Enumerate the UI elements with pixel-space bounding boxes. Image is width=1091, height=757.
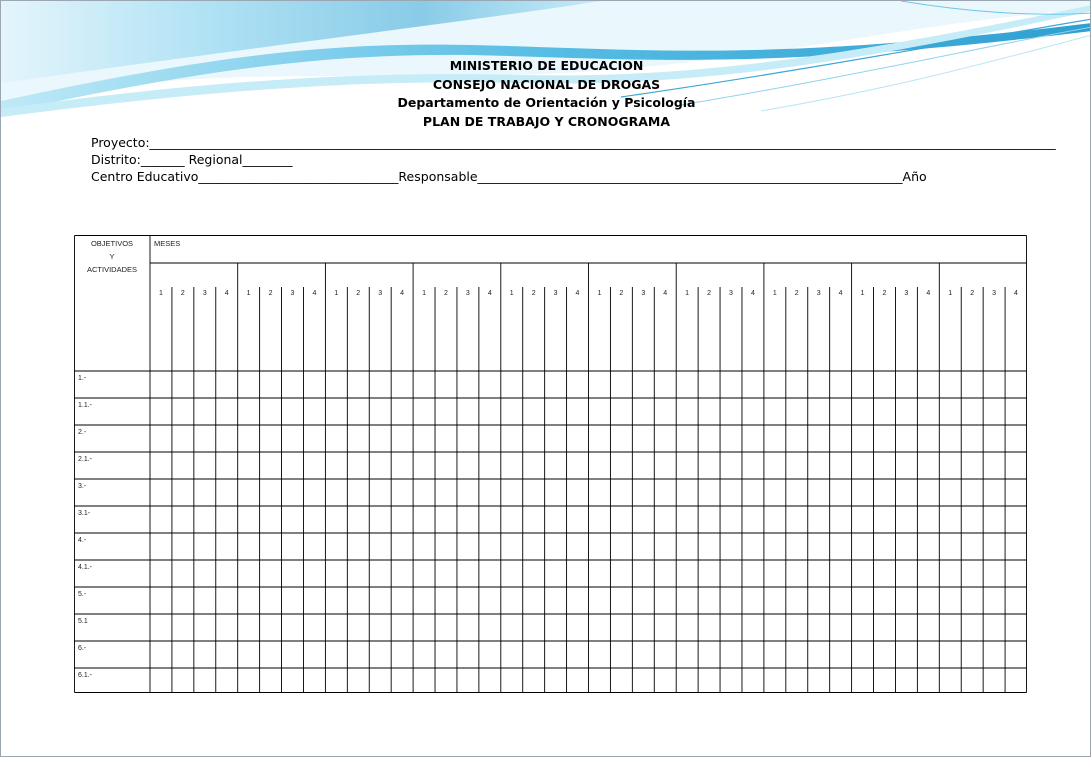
department-title: Departamento de Orientación y Psicología: [397, 95, 696, 110]
week-label: 3: [904, 290, 909, 297]
council-title: CONSEJO NACIONAL DE DROGAS: [432, 76, 661, 92]
week-label: 3: [465, 290, 470, 297]
schedule-table: [74, 235, 1027, 693]
activity-row-label: 6.-: [78, 645, 87, 652]
week-label: 4: [750, 290, 755, 297]
week-label: 2: [531, 290, 536, 297]
week-label: 2: [268, 290, 273, 297]
objetivos-header: [74, 237, 150, 276]
plan-title: PLAN DE TRABAJO Y CRONOGRAMA: [422, 113, 671, 129]
activity-row-label: 4.1.-: [78, 564, 93, 571]
proyecto-field[interactable]: Proyecto:_________________________________________________________________________________________________________________________________________________: [91, 135, 1056, 150]
week-label: 2: [356, 290, 361, 297]
activity-row-label: 2.1.-: [78, 456, 93, 463]
week-label: 4: [926, 290, 931, 297]
week-label: 1: [334, 290, 339, 297]
activity-row-label: 2.-: [78, 429, 87, 436]
week-label: 4: [838, 290, 843, 297]
schedule-grid: [74, 235, 1027, 693]
week-label: 1: [685, 290, 690, 297]
week-label: 3: [553, 290, 558, 297]
week-label: 1: [772, 290, 777, 297]
week-label: 2: [970, 290, 975, 297]
week-label: 4: [487, 290, 492, 297]
week-label: 4: [312, 290, 317, 297]
activity-row-label: 3.-: [78, 483, 87, 490]
objetivos-label: OBJETIVOS: [90, 239, 134, 248]
distrito-regional-field[interactable]: Distrito:_______ Regional________: [91, 152, 293, 167]
week-label: 1: [422, 290, 426, 297]
week-label: 4: [400, 290, 405, 297]
week-label: 2: [619, 290, 624, 297]
week-label: 4: [663, 290, 668, 297]
activity-row-label: 5.-: [78, 591, 87, 598]
week-label: 3: [290, 290, 295, 297]
activity-row-label: 1.-: [78, 375, 87, 382]
activity-row-label: 6.1.-: [78, 672, 93, 679]
document-header: [1, 57, 1091, 131]
week-label: 3: [992, 290, 997, 297]
y-label: Y: [109, 252, 115, 261]
actividades-label: ACTIVIDADES: [86, 265, 137, 274]
week-label: 1: [597, 290, 602, 297]
meses-header: MESES: [154, 239, 181, 248]
week-label: 1: [158, 290, 163, 297]
week-label: 1: [246, 290, 251, 297]
week-label: 1: [948, 290, 953, 297]
week-label: 4: [224, 290, 229, 297]
week-label: 2: [180, 290, 185, 297]
week-label: 3: [378, 290, 383, 297]
week-label: 3: [729, 290, 733, 297]
activity-row-label: 5.1: [78, 618, 88, 625]
week-label: 1: [509, 290, 514, 297]
week-label: 3: [202, 290, 207, 297]
week-label: 3: [816, 290, 821, 297]
centro-responsable-field[interactable]: Centro Educativo________________________________Responsable____________________________________________________________________Año: [91, 169, 927, 184]
week-label: 2: [882, 290, 887, 297]
week-label: 2: [443, 290, 448, 297]
activity-row-label: 4.-: [78, 537, 87, 544]
week-label: 2: [707, 290, 711, 297]
week-label: 1: [860, 290, 865, 297]
form-fields: [91, 134, 1081, 185]
activity-row-label: 3.1-: [78, 510, 91, 517]
week-label: 3: [641, 290, 646, 297]
week-label: 4: [1014, 290, 1018, 297]
activity-row-label: 1.1.-: [78, 402, 93, 409]
week-label: 4: [575, 290, 580, 297]
week-label: 2: [794, 290, 799, 297]
ministry-title: MINISTERIO DE EDUCACION: [449, 58, 644, 73]
